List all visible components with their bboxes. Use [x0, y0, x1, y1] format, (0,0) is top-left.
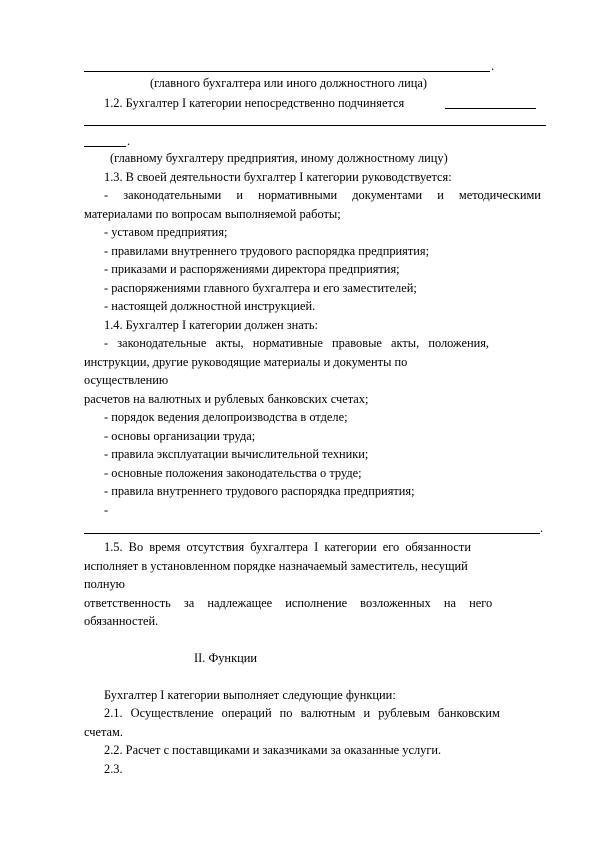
- function-2-3: 2.3.: [104, 762, 123, 776]
- list-item: - настоящей должностной инструкцией.: [104, 299, 316, 313]
- function-2-1-line: счетам.: [84, 725, 123, 739]
- blank-line: [84, 533, 540, 534]
- word: документами: [352, 188, 423, 202]
- word: -: [104, 188, 109, 202]
- period: .: [540, 521, 544, 535]
- list-item: - правила внутреннего трудового распорядка предприятия;: [104, 484, 415, 498]
- function-2-2: 2.2. Расчет с поставщиками и заказчиками за оказанные услуги.: [104, 743, 442, 757]
- list-item: [104, 188, 541, 203]
- word: законодательными: [123, 188, 222, 202]
- clause-1-5-line: ответственность за надлежащее исполнение возложенных на него: [84, 596, 493, 610]
- clause-1-5: 1.5. Во время отсутствия бухгалтера I категории его обязанности: [104, 540, 471, 554]
- clause-1-5-line: обязанностей.: [84, 614, 159, 628]
- blank-line: [84, 71, 490, 72]
- caption-chief-accountant-enterprise: (главному бухгалтеру предприятия, иному должностному лицу): [110, 151, 448, 165]
- list-item: инструкции, другие руководящие материалы и документы по: [84, 355, 408, 369]
- functions-intro: Бухгалтер I категории выполняет следующие функции:: [104, 688, 396, 702]
- word: методическими: [458, 188, 541, 202]
- word: нормативными: [258, 188, 338, 202]
- clause-1-4: 1.4. Бухгалтер I категории должен знать:: [104, 318, 318, 332]
- list-item: - приказами и распоряжениями директора предприятия;: [104, 262, 400, 276]
- word: и: [236, 188, 244, 202]
- clause-1-2: 1.2. Бухгалтер I категории непосредственно подчиняется: [104, 96, 405, 110]
- list-item: осуществлению: [84, 373, 169, 387]
- section-title: II. Функции: [194, 651, 257, 665]
- caption-chief-accountant: (главного бухгалтера или иного должностного лица): [150, 76, 427, 90]
- list-item: -: [104, 503, 109, 517]
- period: .: [491, 59, 495, 73]
- list-item: - законодательные акты, нормативные правовые акты, положения,: [104, 336, 490, 350]
- word: и: [437, 188, 444, 202]
- list-item: - распоряжениями главного бухгалтера и его заместителей;: [104, 281, 417, 295]
- function-2-1: 2.1. Осуществление операций по валютным и рублевым банковским: [104, 706, 500, 720]
- clause-1-3: 1.3. В своей деятельности бухгалтер I категории руководствуется:: [104, 170, 452, 184]
- blank-line: [84, 125, 546, 126]
- list-item: - правила эксплуатации вычислительной техники;: [104, 447, 369, 461]
- list-item: - основы организации труда;: [104, 429, 256, 443]
- list-item: - уставом предприятия;: [104, 225, 228, 239]
- period: .: [127, 134, 131, 148]
- list-item: материалами по вопросам выполняемой работы;: [84, 207, 341, 221]
- clause-1-5-line: полную: [84, 577, 125, 591]
- list-item: - основные положения законодательства о труде;: [104, 466, 362, 480]
- list-item: - правилами внутреннего трудового распорядка предприятия;: [104, 244, 430, 258]
- list-item: - порядок ведения делопроизводства в отделе;: [104, 410, 348, 424]
- blank-line: [84, 146, 126, 147]
- list-item: расчетов на валютных и рублевых банковских счетах;: [84, 392, 369, 406]
- clause-1-5-line: исполняет в установленном порядке назначаемый заместитель, несущий: [84, 559, 468, 573]
- blank-line: [445, 108, 536, 109]
